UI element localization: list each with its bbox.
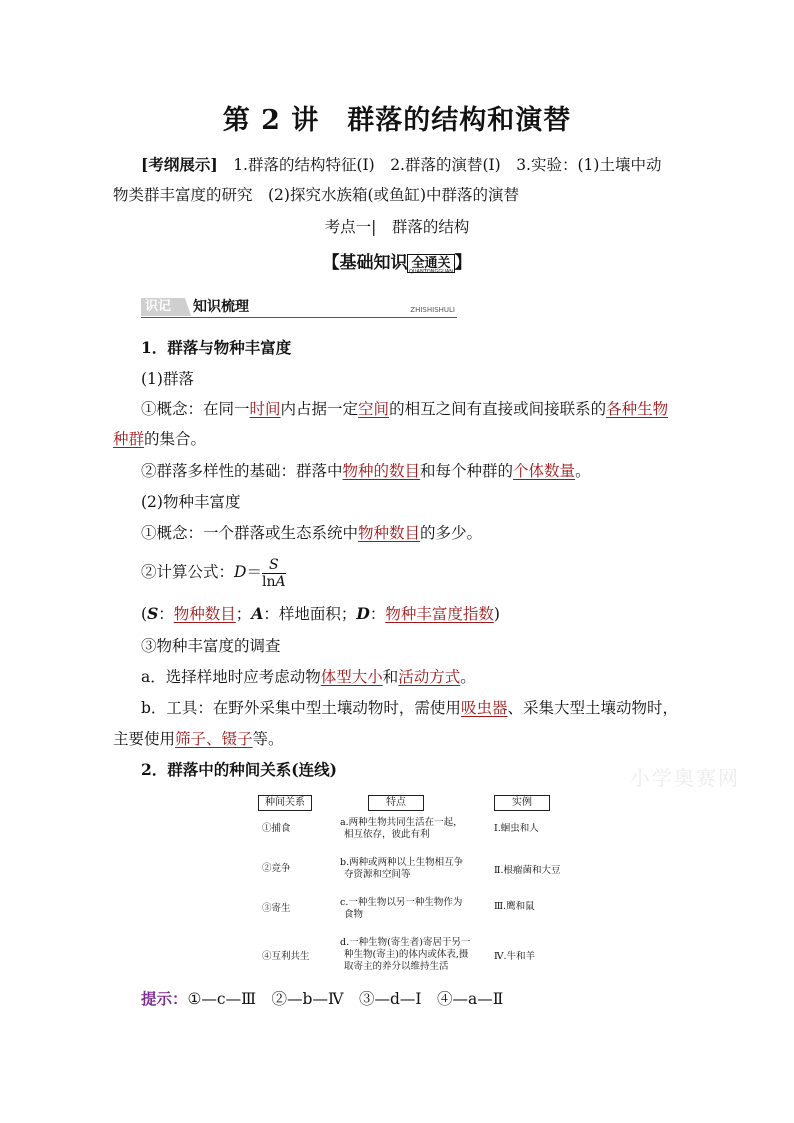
page-title: 第 2 讲 群落的结构和演替 <box>222 105 572 136</box>
concept-line-1: ①概念：在同一时间内占据一定空间的相互之间有直接或间接联系的各种生物 <box>141 400 669 418</box>
section-tag: 识记 <box>141 298 185 316</box>
outline-line-1: [考纲展示] 1.群落的结构特征(Ⅰ) 2.群落的演替(Ⅰ) 3.实验：(1)土壤中动 <box>141 155 662 174</box>
survey-heading: ③物种丰富度的调查 <box>141 637 281 655</box>
example-item: Ⅲ.鹰和鼠 <box>494 901 535 912</box>
heading-2: 2．群落中的种间关系(连线) <box>141 760 337 779</box>
heading-1-1: (1)群落 <box>141 370 194 388</box>
table-header-example: 实例 <box>494 795 550 811</box>
concept-line-2: 种群的集合。 <box>113 430 207 448</box>
knowledge-banner: 【基础知识 全通关 QUANTONGGUAN 】 <box>322 253 472 275</box>
feature-item: c.一种生物以另一种生物作为 食物 <box>340 897 463 920</box>
section-header-sub: ZHISHISHULI <box>410 306 455 314</box>
answer-hint: 提示：①—c—Ⅲ ②—b—Ⅳ ③—d—Ⅰ ④—a—Ⅱ <box>141 989 504 1008</box>
formula-line: ②计算公式：D＝ $\frac{S}{\ln A}$ <box>141 556 286 590</box>
feature-item: d.一种生物(寄生者)寄居于另一 种生物(寄主)的体内或体表,摄 取寄主的养分以维持生活 <box>340 937 471 972</box>
relation-item: ④互利共生 <box>262 951 310 962</box>
relation-item: ②竞争 <box>262 863 291 874</box>
example-item: Ⅱ.根瘤菌和大豆 <box>494 865 561 876</box>
survey-b-line-2: 主要使用筛子、镊子等。 <box>113 730 284 748</box>
formula-legend: (S：物种数目；A：样地面积；D：物种丰富度指数) <box>141 604 500 623</box>
table-header-feature: 特点 <box>368 795 424 811</box>
outline-line-2: 物类群丰富度的研究 (2)探究水族箱(或鱼缸)中群落的演替 <box>113 186 520 204</box>
section-header-title: 知识梳理 <box>193 299 249 315</box>
richness-concept: ①概念：一个群落或生态系统中物种数目的多少。 <box>141 524 483 542</box>
heading-1: 1．群落与物种丰富度 <box>141 338 292 357</box>
badge: 全通关 QUANTONGGUAN <box>408 256 454 275</box>
feature-item: a.两种生物共同生活在一起， 相互依存，彼此有利 <box>340 817 463 840</box>
section-title: 考点一| 群落的结构 <box>324 218 470 236</box>
relation-item: ①捕食 <box>262 823 291 834</box>
survey-a: a．选择样地时应考虑动物体型大小和活动方式。 <box>141 668 476 686</box>
example-item: Ⅳ.牛和羊 <box>494 951 536 962</box>
formula-fraction: $\frac{S}{\ln A}$ <box>261 556 286 590</box>
watermark: 小学奥赛网 <box>630 766 740 790</box>
relation-item: ③寄生 <box>262 903 291 914</box>
example-item: Ⅰ.蛔虫和人 <box>494 823 539 834</box>
table-header-relation: 种间关系 <box>258 795 312 811</box>
diversity-basis: ②群落多样性的基础：群落中物种的数目和每个种群的个体数量。 <box>141 462 591 480</box>
section-header <box>141 298 457 318</box>
feature-item: b.两种或两种以上生物相互争 夺资源和空间等 <box>340 857 464 880</box>
relation-table <box>258 795 568 975</box>
survey-b-line-1: b．工具：在野外采集中型土壤动物时，需使用吸虫器、采集大型土壤动物时， <box>141 699 678 717</box>
heading-1-2: (2)物种丰富度 <box>141 493 241 511</box>
